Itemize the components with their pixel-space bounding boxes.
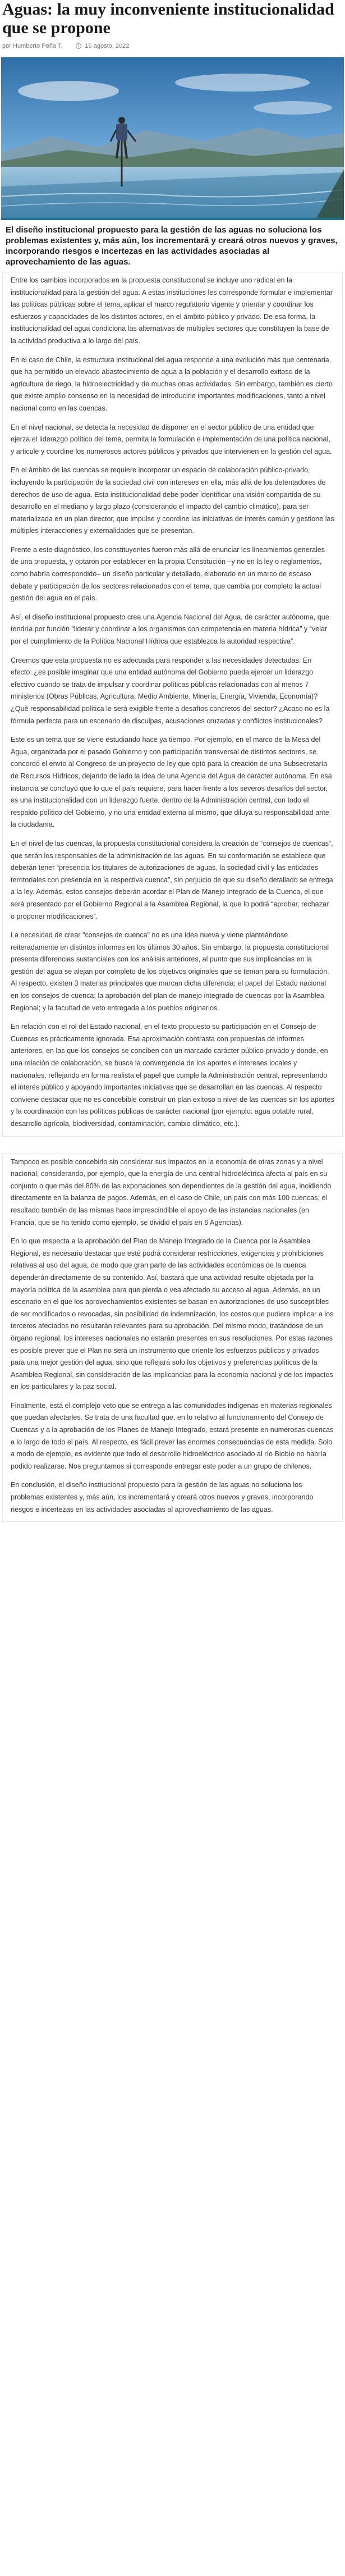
paragraph: Finalmente, está el complejo veto que se entrega a las comunidades indígenas en materias regionales que puedan afectarles. Se trata de una facultad que, en lo relativo al funcionamiento del Consejo de Cuencas y a la aprobación de los Planes de Manejo Integrado, estará presente en numerosas cuencas a lo largo de todo el país. Al respecto, es fácil prever las enormes consecuencias de esta medida. Solo a modo de ejemplo, es evidente que todo el desarrollo hidroeléctrico asociado al río Biobío no habría podido realizarse. Nos preguntamos si corresponde entregar este poder a un grupo de chilenos. — [11, 1401, 334, 1470]
paragraph: En el caso de Chile, la estructura institucional del agua responde a una evolución más que centenaria, que ha permitido un elevado abastecimiento de agua a la población y el desarrollo exitoso de la agricultura de riego, la hidroelectricidad y de muchas otras actividades. Sin embargo, también es cierto que existe amplio consenso en la necesidad de introducirle importantes modificaciones, tanto a nivel nacional como en las cuencas. — [11, 355, 333, 412]
paragraph: En el nivel de las cuencas, la propuesta constitucional considera la creación de “consejos de cuencas”, que serán los responsables de la administración de las aguas. En su conformación se establece que deberán tener “presencia los titulares de autorizaciones de aguas, la sociedad civil y las entidades territoriales con presencia en la respectiva cuenca”, sin perjuicio de que su diseño detallado se entrega a la ley. Además, estos consejos deberán acordar el Plan de Manejo Integrado de la Cuenca, el que será presentado por el Gobierno Regional a la Asamblea Regional, la que lo podrá “aprobar, rechazar o proponer modificaciones”. — [11, 839, 333, 920]
hero-illustration — [1, 57, 344, 220]
paragraph: Creemos que esta propuesta no es adecuada para responder a las necesidades detectadas. En efecto: ¿es posible imaginar que una entidad autónoma del Gobierno pueda ejercer un liderazgo efectivo cuando se trata de impulsar y coordinar políticas públicas relacionadas con al menos 7 ministerios (Obras Públicas, Agricultura, Medio Ambiente, Minería, Energía, Vivienda, Economía)? ¿Qué responsabilidad política le será exigible frente a desafíos concretos del sector? ¿Acaso no es la fórmula perfecta para un escenario de disculpas, acusaciones cruzadas y conflictos institucionales? — [11, 656, 330, 725]
paragraph: En conclusión, el diseño institucional propuesto para la gestión de las aguas no soluciona los problemas existentes y, más aún, los incrementará y creará otros nuevos y graves, incorporando riesgos e incertezas en las actividades asociadas al aprovechamiento de las aguas. — [11, 1481, 314, 1513]
clock-icon — [76, 43, 81, 49]
paragraph: Entre los cambios incorporados en la propuesta constitucional se incluye uno radical en la institucionalidad para la gestión del agua. A estas instituciones les corresponde formular e implementar las políticas públicas sobre el tema, aplicar el marco regulatorio vigente y orientar y coordinar los esfuerzos y capacidades de los distintos actores, en el ámbito público y privado. De esa forma, la institucionalidad del agua condiciona las alternativas de múltiples sectores que constituyen la base de la actividad productiva a lo largo del país. — [11, 276, 333, 345]
spacer — [0, 1137, 345, 1149]
paragraph: Frente a este diagnóstico, los constituyentes fueron más allá de enunciar los lineamientos generales de una propuesta, y optaron por establecer en la propia Constitución –y no en la ley o reglamentos, como habría correspondido– un diseño particular y detallado, elaborado en un marco de escaso debate y participación de los sectores relacionados con el tema, que cambia por completo la actual gestión del agua en el país. — [11, 545, 325, 603]
article-lead: El diseño institucional propuesto para la gestión de las aguas no soluciona los problemas existentes y, más aún, los incrementará y creará otros nuevos y graves, incorporando riesgos e incertezas en las actividades asociadas al aprovechamiento de las aguas. — [6, 225, 338, 267]
article-body-part-1 — [2, 272, 343, 1137]
paragraph: Este es un tema que se viene estudiando hace ya tiempo. Por ejemplo, en el marco de la Mesa del Agua, organizada por el pasado Gobierno y con participación transversal de distintos sectores, se concordó el envío al Congreso de un proyecto de ley que optó para la creación de una Subsecretaría de Recursos Hídricos, dejando de lado la idea de una Agencia del Agua de carácter autónoma. En esa instancia se concluyó que lo que el país requiere, para hacer frente a los severos desafíos del sector, es una institucionalidad con un liderazgo fuerte, dentro de la Administración central, con todo el respaldo político del Gobierno, y no una entidad externa al mismo, que diluya su responsabilidad ante la ciudadanía. — [11, 736, 332, 829]
paragraph: La necesidad de crear “consejos de cuenca” no es una idea nueva y viene planteándose reiteradamente en distintos informes en los últimos 30 años. Sin embargo, la propuesta constitucional presenta diferencias sustanciales con los análisis anteriores, al punto que sus implicancias en la gestión del agua se alejan por completo de los objetivos originales que se tenían para su formulación. Al respecto, existen 3 materias principales que marcan dicha diferencia: el papel del Estado nacional en los consejos de cuenca; la aprobación del plan de manejo integrado de cuencas por la Asamblea Regional; y la facultad de veto entregada a los pueblos originarios. — [11, 931, 329, 1012]
hero-accent-bar — [1, 218, 344, 220]
author-link[interactable]: por Humberto Peña T. — [2, 43, 63, 49]
article-body-part-2 — [2, 1153, 343, 1522]
paragraph: En relación con el rol del Estado nacional, en el texto propuesto su participación en el Consejo de Cuencas es prácticamente ignorada. Esa aproximación contrasta con propuestas de informes anteriores, en las que los consejos se conciben con un marcado carácter público-privado y donde, en una relación de colaboración, se busca la convergencia de los aportes e intereses locales y nacionales, reflejando en forma realista el papel que cumple la Administración central, representando el interés público y apoyando importantes iniciativas que se desarrollan en las cuencas. Al respecto conviene destacar que no es concebible construir un plan exitoso a nivel de las cuencas sin los aportes y la coordinación con las políticas públicas de carácter nacional (por ejemplo: agua potable rural, desarrollo agrícola, biodiversidad, contaminación, cambio climático, etc.). — [11, 1023, 334, 1128]
hero-photo — [1, 57, 344, 220]
paragraph: En lo que respecta a la aprobación del Plan de Manejo Integrado de la Cuenca por la Asamblea Regional, es necesario destacar que esté podrá considerar restricciones, exigencias y prohibiciones relativas al uso del agua, de modo que gran parte de las actividades económicas de la cuenca dependerán directamente de su contenido. Así, bastará que una actividad resulte objetada por la mayoría política de la asamblea para que pierda o vea afectado su acceso al agua. Además, en un escenario en el que los aprovechamientos existentes se basan en autorizaciones de uso susceptibles de ser modificados o revocadas, sin posibilidad de indemnización, los costos que pudiera implicar a los terceros afectados no resultarán relevantes para su aprobación. Del mismo modo, tratándose de un órgano regional, los intereses nacionales no estarán presentes en sus resoluciones. Por estas razones es posible prever que el Plan no será un instrumento que oriente los esfuerzos públicos y privados para una mejor gestión del agua, sino que reflejará solo los objetivos y preferencias políticas de la Asamblea Regional, sin consideración de las implicancias para la economía nacional y de los impactos en los particulares y la paz social. — [11, 1237, 334, 1391]
paragraph: En el nivel nacional, se detecta la necesidad de disponer en el sector público de una entidad que ejerza el liderazgo político del tema, permita la formulación e implementación de una política nacional, y articule y coordine los numerosos actores públicos y privados que intervienen en la gestión del agua. — [11, 423, 332, 455]
article-title: Aguas: la muy inconveniente institucionalidad que se propone — [2, 0, 334, 37]
publish-date: 15 agosto, 2022 — [85, 43, 130, 49]
article-meta — [0, 37, 345, 57]
paragraph: En el ámbito de las cuencas se requiere incorporar un espacio de colaboración público-privado, incluyendo la participación de la sociedad civil con intereses en ella, más allá de los detentadores de derechos de uso de agua. Esta institucionalidad debe poder identificar una visión compartida de su desarrollo en el mediano y largo plazo (considerando el impacto del cambio climático), para ser materializada en un plan director, que impulse y coordine las iniciativas de interés común y gestione las múltiples interacciones y externalidades que se presentan. — [11, 466, 334, 535]
paragraph: Así, el diseño institucional propuesto crea una Agencia Nacional del Agua, de carácter autónoma, que tendría por función “liderar y coordinar a los organismos con competencia en materia hídrica” y “velar por el cumplimiento de la Política Nacional Hídrica que establezca la autoridad respectiva”. — [11, 613, 329, 646]
paragraph: Tampoco es posible concebirlo sin considerar sus impactos en la economía de otras zonas y a nivel nacional, considerando, por ejemplo, que la energía de una central hidroeléctrica afecta al país en su conjunto o que más del 80% de las exportaciones son dependientes de la gestión del agua, incidiendo directamente en la balanza de pagos. Además, en el caso de Chile, un país con más 100 cuencas, el resultado también de las mismas hace imprescindible el apoyo de las instancias nacionales (en Francia, que se ha tenido como ejemplo, se dividió el país en 6 Agencias). — [11, 1157, 332, 1227]
